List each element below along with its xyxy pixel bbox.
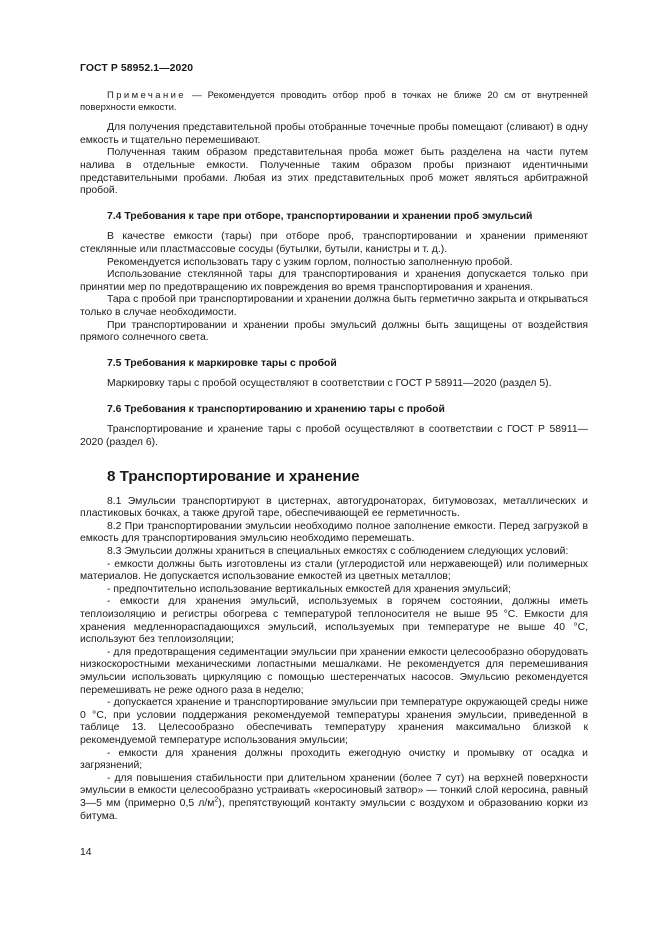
paragraph: Маркировку тары с пробой осуществляют в соответствии с ГОСТ Р 58911—2020 (раздел 5). xyxy=(107,378,552,390)
list-item: - для предотвращения седиментации эмульсии при хранении емкости целесообразно оборудовать низкоскоростными механическими лопастными мешалками. Не рекомендуется для перемешивания эмульсии использовать циркуляцию с помощью шестеренчатых насосов. Эмульсию рекомендуется перемешивать не реже одного раза в неделю; xyxy=(80,646,588,696)
document-code-header: ГОСТ Р 58952.1—2020 xyxy=(80,63,194,74)
list-item: - емкости для хранения должны проходить ежегодную очистку и промывку от осадка и загрязнений; xyxy=(80,747,588,772)
paragraph: При транспортировании и хранении пробы эмульсий должны быть защищены от воздействия прямого солнечного света. xyxy=(80,319,588,344)
paragraph-8-1: 8.1 Эмульсии транспортируют в цистернах, автогудронаторах, битумовозах, металлических и пластиковых бочках, а также другой таре, обеспечивающей ее герметичность. xyxy=(80,495,588,520)
section-heading-7-5: 7.5 Требования к маркировке тары с пробой xyxy=(107,357,337,369)
page-number: 14 xyxy=(80,847,92,858)
paragraph: Тара с пробой при транспортировании и хранении должна быть герметично закрыта и открываться только в случае необходимости. xyxy=(80,294,588,318)
paragraph: Для получения представительной пробы отобранные точечные пробы помещают (сливают) в одну емкость и тщательно перемешивают. xyxy=(80,122,588,146)
list-item-text: - для повышения стабильности при длительном хранении (более 7 сут) на верхней поверхности эмульсии в емкости целесообразно устраивать «керосиновый затвор» — тонкий слой керосина, равный 3—5 мм (примерно 0,5 л/м xyxy=(80,772,588,809)
list-item: - допускается хранение и транспортирование эмульсии при температуре окружающей среды ниже 0 °С, при условии поддержания рекомендуемой температуры хранения эмульсии, приведенной в таблице 13. Целесообразно обеспечивать температуру хранения максимально близкой к рекомендуемой температуре использования эмульсии; xyxy=(80,697,588,746)
paragraph: В качестве емкости (тары) при отборе проб, транспортировании и хранении применяют стеклянные или пластмассовые сосуды (бутылки, бутыли, канистры и т. д.). xyxy=(80,231,588,255)
list-item: - емкости для хранения эмульсий, используемых в горячем состоянии, должны иметь теплоизоляцию и регистры обогрева с температурой теплоносителя не выше 95 °С. Емкости для хранения медленнораспадающихся эмульсий, используемых при температуре не выше 40 °С, используют без теплоизоляции; xyxy=(80,596,588,646)
superscript: 2 xyxy=(214,796,219,804)
section-heading-8: 8 Транспортирование и хранение xyxy=(107,467,360,485)
section-heading-7-4: 7.4 Требования к таре при отборе, транспортировании и хранении проб эмульсий xyxy=(107,210,533,222)
paragraph-8-2: 8.2 При транспортировании эмульсии необходимо полное заполнение емкости. Перед загрузкой в емкость для транспортирования эмульсию необходимо перемешать. xyxy=(80,520,588,545)
note-label: Примечание xyxy=(107,90,186,101)
paragraph: Полученная таким образом представительная проба может быть разделена на части путем налива в отдельные емкости. Полученные таким образом пробы признают идентичными представительными пробами. Любая из этих представительных проб может являться арбитражной пробой. xyxy=(80,147,588,197)
paragraph: Транспортирование и хранение тары с пробой осуществляют в соответствии с ГОСТ Р 58911—2020 (раздел 6). xyxy=(80,424,588,449)
section-heading-7-6: 7.6 Требования к транспортированию и хранению тары с пробой xyxy=(107,403,445,415)
list-item: - предпочтительно использование вертикальных емкостей для хранения эмульсий; xyxy=(107,583,511,595)
list-item: - емкости должны быть изготовлены из стали (углеродистой или нержавеющей) или полимерных материалов. Не допускается использование емкостей из цветных металлов; xyxy=(80,558,588,583)
note-paragraph xyxy=(80,90,588,113)
list-item xyxy=(80,773,588,823)
document-body xyxy=(80,90,588,823)
paragraph: Использование стеклянной тары для транспортирования и хранения допускается только при принятии мер по предотвращению их повреждения во время транспортирования и хранения. xyxy=(80,269,588,293)
paragraph: Рекомендуется использовать тару с узким горлом, полностью заполненную пробой. xyxy=(107,256,513,268)
paragraph-8-3: 8.3 Эмульсии должны храниться в специальных емкостях с соблюдением следующих условий: xyxy=(107,546,569,558)
note-text: — Рекомендуется проводить отбор проб в точках не ближе 20 см от внутренней поверхности емкости. xyxy=(80,90,588,113)
list-item-text: ), препятствующий контакту эмульсии с воздухом и образованию корки из битума. xyxy=(80,797,588,822)
